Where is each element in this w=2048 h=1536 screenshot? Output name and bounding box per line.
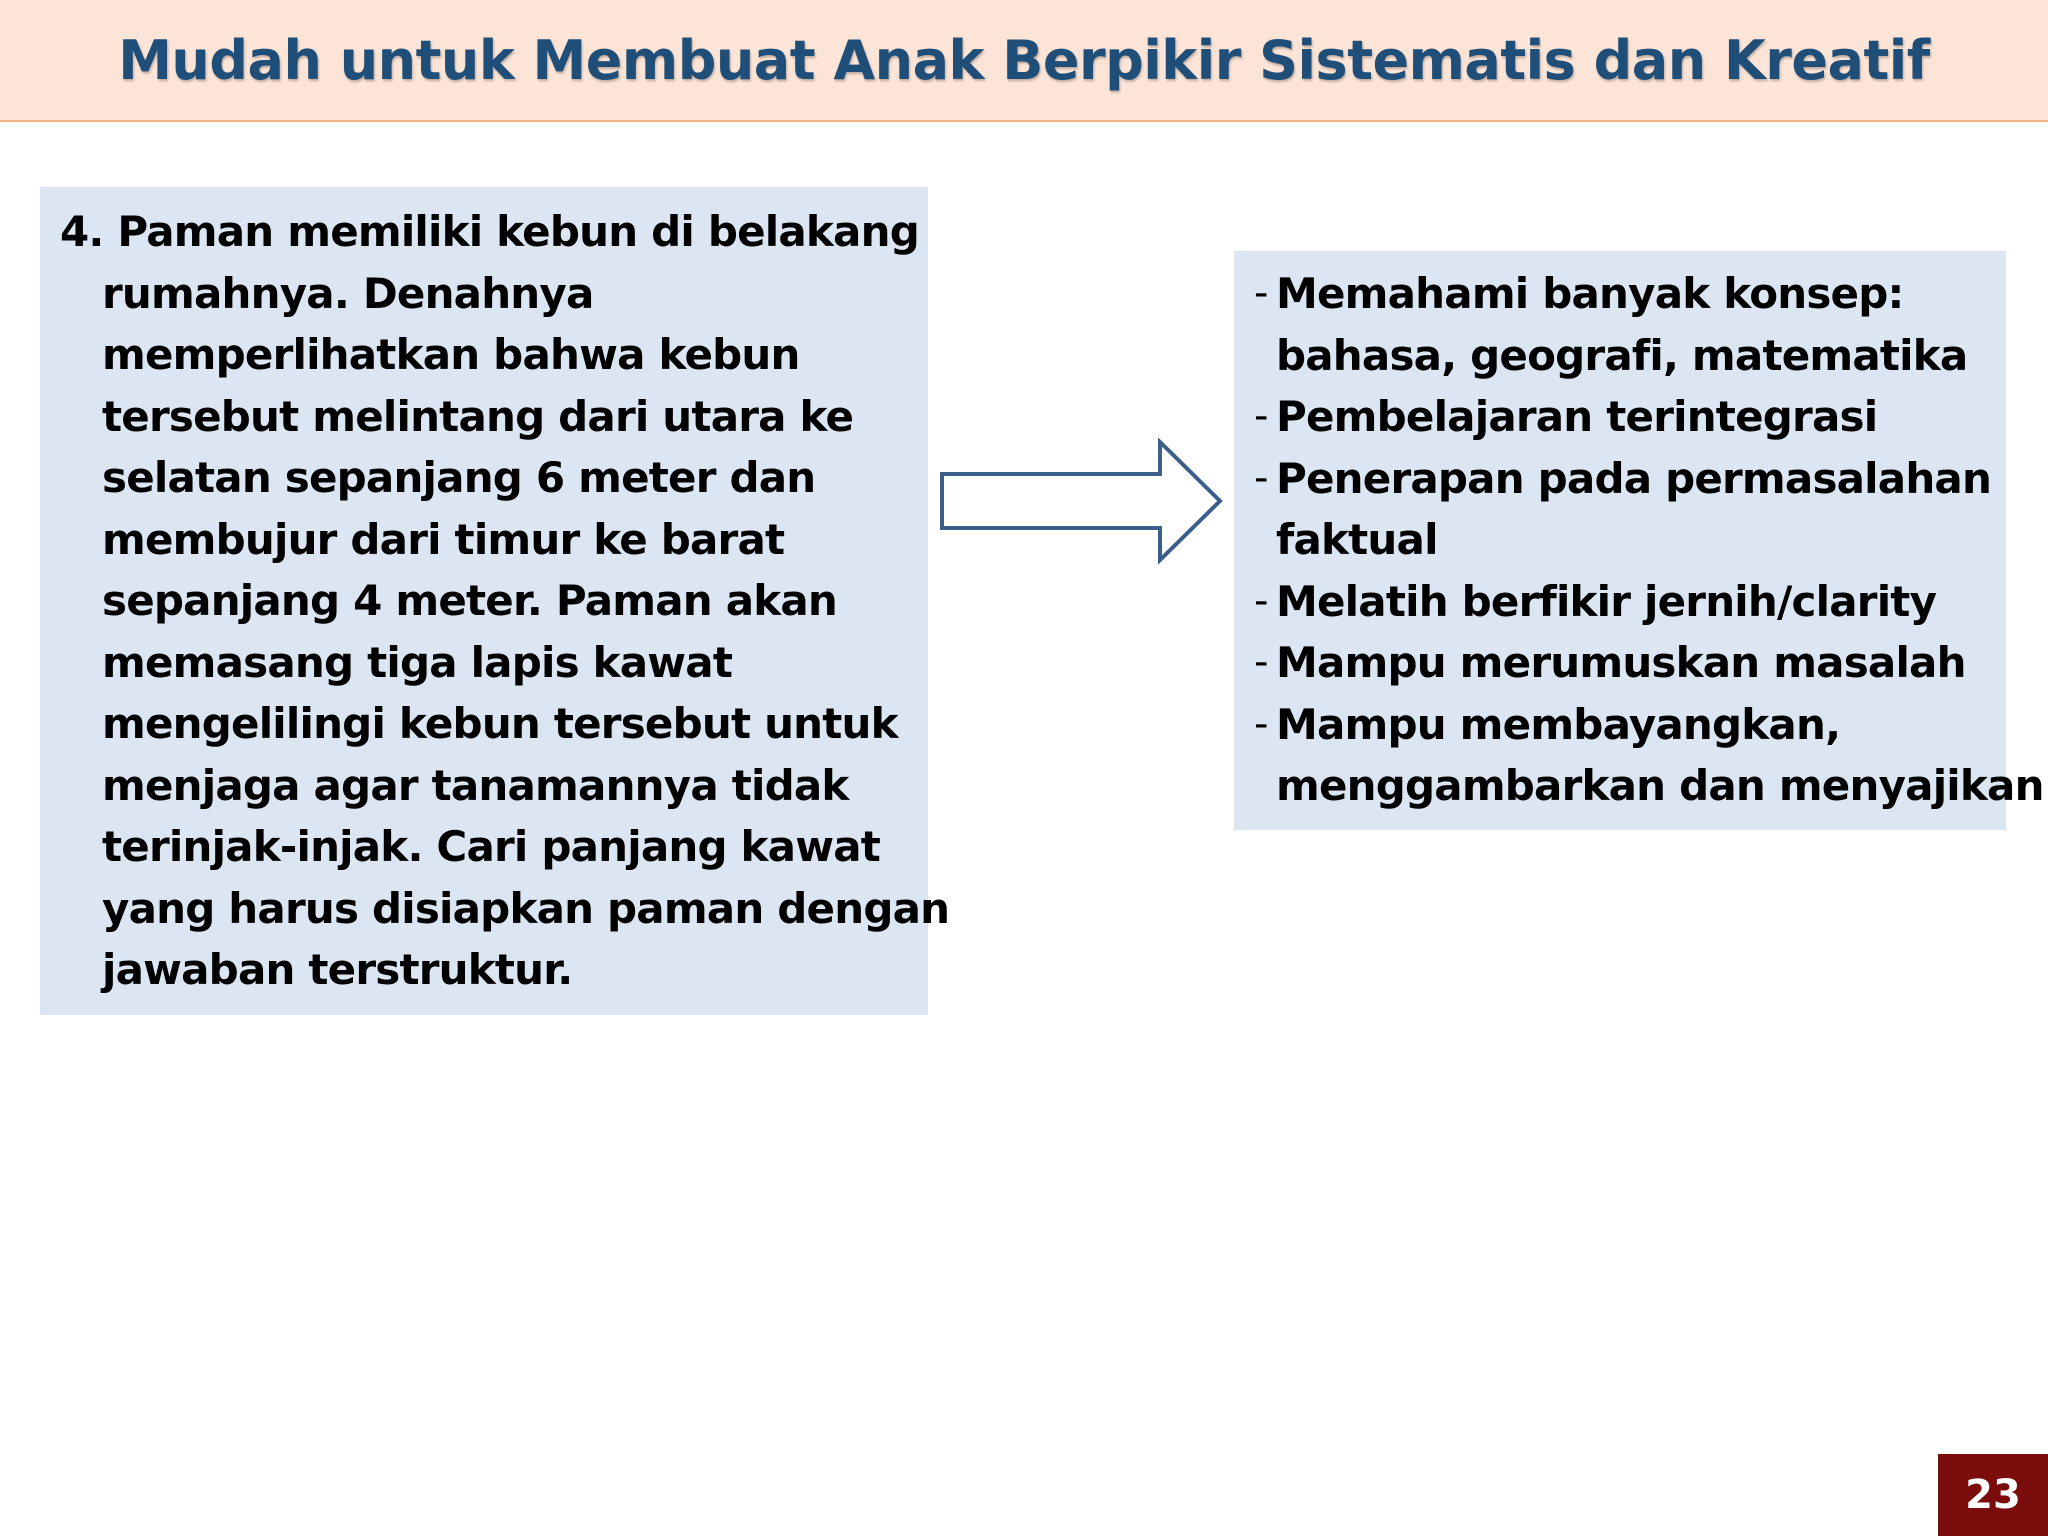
dash-bullet: - [1254, 700, 1269, 747]
benefit-line: Pembelajaran terintegrasi [1276, 392, 1878, 441]
right-arrow-icon [938, 438, 1224, 564]
dash-bullet: - [1254, 577, 1269, 624]
benefit-item [1254, 263, 2006, 386]
benefit-line: Mampu merumuskan masalah [1276, 638, 1966, 687]
dash-bullet: - [1254, 270, 1269, 316]
dash-bullet: - [1254, 639, 1269, 685]
page-number: 23 [1965, 1472, 2021, 1518]
problem-line: memasang tiga lapis kawat [102, 637, 733, 687]
benefit-item [1254, 448, 2006, 571]
problem-line: mengelilingi kebun tersebut untuk [102, 699, 898, 748]
problem-line: 4. Paman memiliki kebun di belakang [60, 207, 919, 256]
benefit-line: faktual [1276, 515, 1438, 564]
problem-box [40, 187, 950, 1015]
dash-bullet: - [1254, 454, 1269, 501]
problem-line: membujur dari timur ke barat [102, 514, 785, 564]
benefit-item [1254, 571, 2006, 633]
problem-line: sepanjang 4 meter. Paman akan [102, 576, 838, 625]
benefit-line: Melatih berfikir jernih/clarity [1276, 576, 1937, 626]
problem-line: jawaban terstruktur. [102, 945, 573, 994]
dash-bullet: - [1254, 393, 1269, 439]
right-arrow-svg [938, 438, 1224, 564]
page-number-badge [1938, 1454, 2048, 1536]
benefit-line: menggambarkan dan menyajikan [1276, 761, 2044, 810]
benefits-box [1234, 251, 2044, 830]
slide-title: Mudah untuk Membuat Anak Berpikir Sistematis dan Kreatif [118, 28, 1930, 92]
benefit-line: Memahami banyak konsep: [1276, 269, 1904, 318]
title-bar [0, 0, 2048, 122]
problem-line: yang harus disiapkan paman dengan [102, 883, 950, 933]
benefit-line: bahasa, geografi, matematika [1276, 330, 1968, 380]
problem-line: tersebut melintang dari utara ke [102, 391, 854, 441]
problem-line: memperlihatkan bahwa kebun [102, 330, 800, 379]
problem-line: selatan sepanjang 6 meter dan [102, 453, 816, 502]
benefit-item [1254, 632, 2006, 694]
benefit-item [1254, 694, 2044, 817]
problem-line: rumahnya. Denahnya [102, 268, 594, 318]
benefit-line: Mampu membayangkan, [1276, 699, 1841, 749]
problem-line: menjaga agar tanamannya tidak [102, 760, 849, 810]
benefit-item [1254, 386, 2006, 448]
benefit-line: Penerapan pada permasalahan [1276, 453, 1992, 503]
problem-line: terinjak-injak. Cari panjang kawat [102, 822, 881, 871]
